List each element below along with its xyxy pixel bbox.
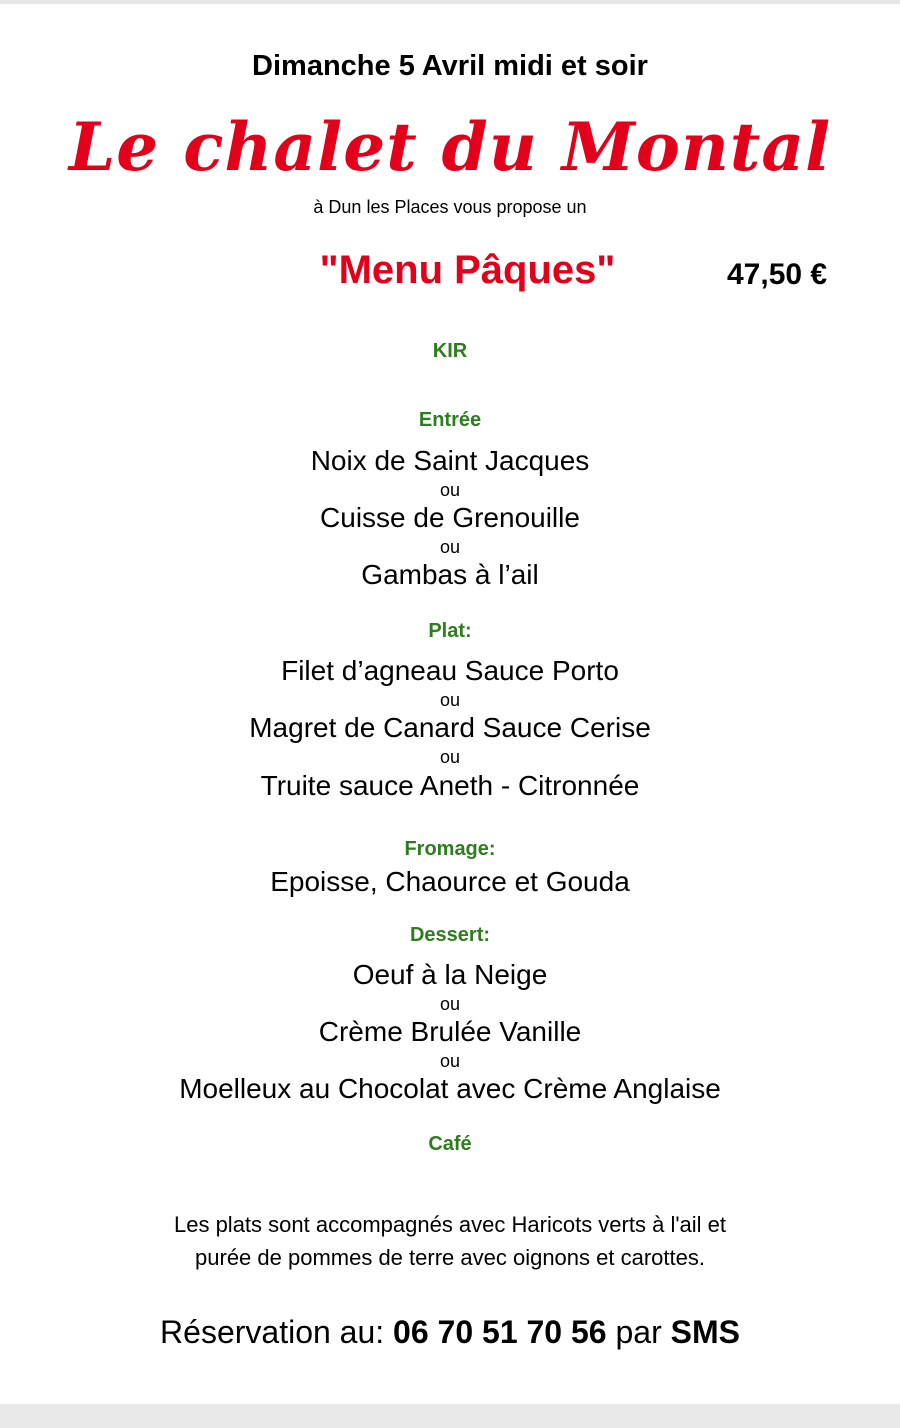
entree-label: Entrée — [418, 409, 482, 431]
reservation-line — [0, 1314, 900, 1351]
plat-item: Magret de Canard Sauce Cerise — [249, 712, 651, 743]
reservation-middle: par — [606, 1314, 671, 1350]
entree-item: Cuisse de Grenouille — [320, 502, 580, 533]
reservation-method: SMS — [670, 1314, 740, 1350]
restaurant-name: Le chalet du Montal — [68, 108, 832, 186]
phone-number[interactable]: 06 70 51 70 56 — [393, 1314, 607, 1350]
bottom-border — [0, 1404, 900, 1428]
aperitif-label: KIR — [432, 340, 468, 362]
separator-ou: ou — [439, 480, 461, 500]
fromage-label: Fromage: — [404, 838, 496, 860]
date-line: Dimanche 5 Avril midi et soir — [252, 50, 648, 82]
side-dish-note: purée de pommes de terre avec oignons et carottes. — [195, 1245, 705, 1270]
fromage-item: Epoisse, Chaource et Gouda — [270, 866, 630, 897]
menu-price: 47,50 € — [727, 258, 828, 291]
subtitle: à Dun les Places vous propose un — [313, 197, 587, 217]
separator-ou: ou — [439, 537, 461, 557]
plat-label: Plat: — [428, 620, 472, 642]
top-border — [0, 0, 900, 4]
dessert-item: Moelleux au Chocolat avec Crème Anglaise — [179, 1073, 721, 1104]
separator-ou: ou — [439, 1051, 461, 1071]
reservation-prefix: Réservation au: — [160, 1314, 394, 1350]
cafe-label: Café — [428, 1133, 472, 1155]
entree-item: Gambas à l’ail — [361, 559, 539, 590]
dessert-label: Dessert: — [409, 924, 491, 946]
dessert-item: Oeuf à la Neige — [352, 959, 548, 990]
entree-item: Noix de Saint Jacques — [310, 445, 590, 476]
separator-ou: ou — [439, 690, 461, 710]
plat-item: Filet d’agneau Sauce Porto — [281, 655, 619, 686]
dessert-item: Crème Brulée Vanille — [318, 1016, 582, 1047]
plat-item: Truite sauce Aneth - Citronnée — [260, 770, 640, 801]
side-dish-note: Les plats sont accompagnés avec Haricots verts à l'ail et — [173, 1212, 727, 1237]
separator-ou: ou — [439, 994, 461, 1014]
menu-title: "Menu Pâques" — [319, 248, 616, 292]
separator-ou: ou — [439, 747, 461, 767]
